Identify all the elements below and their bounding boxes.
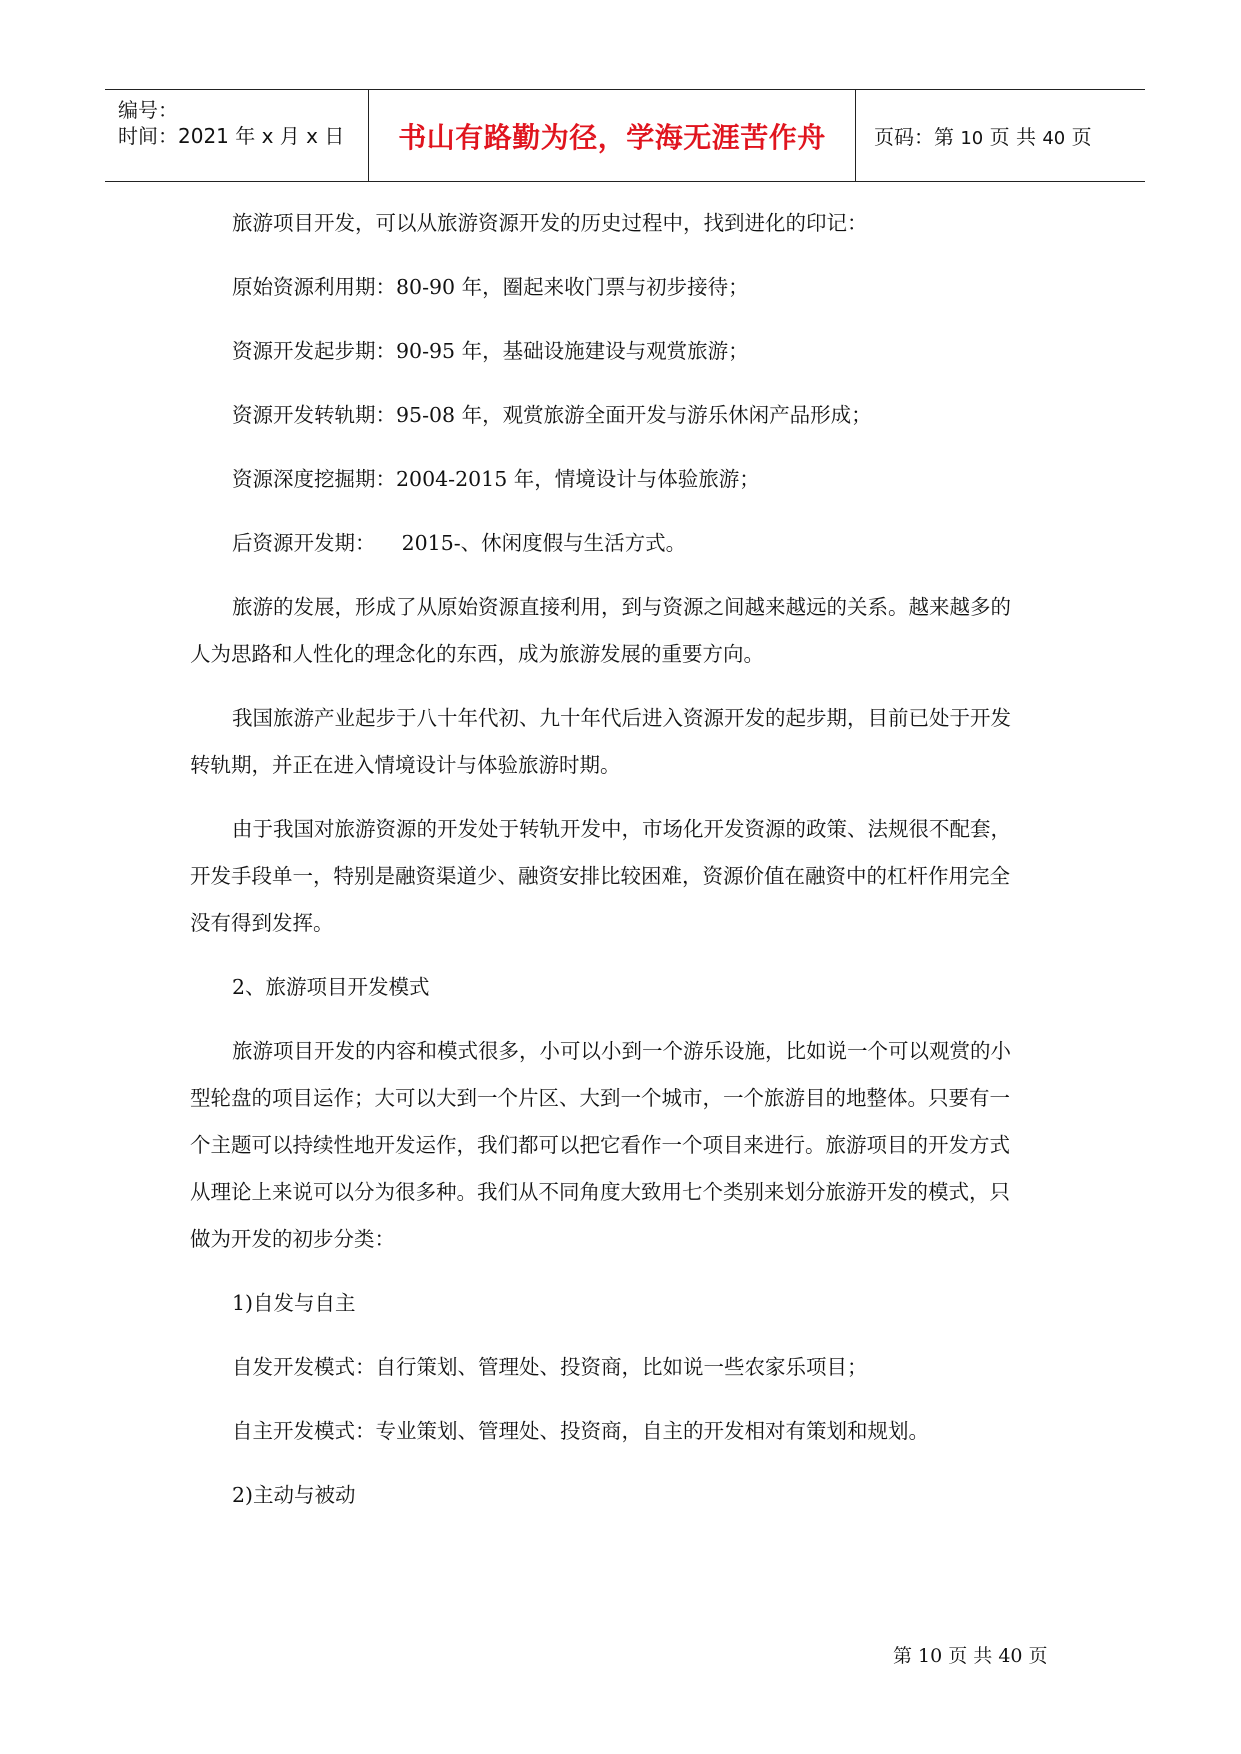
- text-line: 旅游项目开发，可以从旅游资源开发的历史过程中，找到进化的印记：: [232, 211, 868, 235]
- subsection-heading: 1)自发与自主: [232, 1291, 356, 1315]
- text-line: 开发手段单一，特别是融资渠道少、融资安排比较困难，资源价值在融资中的杠杆作用完全: [190, 864, 1010, 888]
- text-line: 由于我国对旅游资源的开发处于转轨开发中，市场化开发资源的政策、法规很不配套，: [232, 817, 1011, 841]
- page-current: 10: [960, 128, 984, 149]
- text-line: 后资源开发期： 2015-、休闲度假与生活方式。: [232, 531, 687, 555]
- text-line: 资源开发起步期：90-95 年，基础设施建设与观赏旅游；: [232, 339, 749, 363]
- section-heading: 2、旅游项目开发模式: [232, 975, 430, 999]
- time-label: 时间：2021 年 x 月 x 日: [118, 124, 345, 148]
- header-page-cell: [856, 90, 1145, 181]
- text-line: 做为开发的初步分类：: [190, 1227, 395, 1251]
- page-header: [105, 89, 1145, 182]
- page-indicator: [874, 121, 1092, 150]
- text-line: 从理论上来说可以分为很多种。我们从不同角度大致用七个类别来划分旅游开发的模式，只: [190, 1180, 1010, 1204]
- text-line: 原始资源利用期：80-90 年，圈起来收门票与初步接待；: [232, 275, 749, 299]
- text-line: 我国旅游产业起步于八十年代初、九十年代后进入资源开发的起步期，目前已处于开发: [232, 706, 1011, 730]
- text-line: 人为思路和人性化的理念化的东西，成为旅游发展的重要方向。: [190, 642, 764, 666]
- text-line: 型轮盘的项目运作；大可以大到一个片区、大到一个城市，一个旅游目的地整体。只要有一: [190, 1086, 1010, 1110]
- header-motto-cell: [369, 90, 856, 181]
- page-total: 40: [1042, 128, 1066, 149]
- text-line: 自主开发模式：专业策划、管理处、投资商，自主的开发相对有策划和规划。: [232, 1419, 929, 1443]
- text-line: 资源深度挖掘期：2004-2015 年，情境设计与体验旅游；: [232, 467, 760, 491]
- page-prefix: 页码：第: [874, 125, 961, 149]
- serial-number-label: 编号：: [118, 98, 178, 122]
- text-line: 自发开发模式：自行策划、管理处、投资商，比如说一些农家乐项目；: [232, 1355, 868, 1379]
- text-line: 没有得到发挥。: [190, 911, 334, 935]
- text-line: 旅游项目开发的内容和模式很多，小可以小到一个游乐设施，比如说一个可以观赏的小: [232, 1039, 1011, 1063]
- text-line: 转轨期，并正在进入情境设计与体验旅游时期。: [190, 753, 621, 777]
- text-line: 资源开发转轨期：95-08 年，观赏旅游全面开发与游乐休闲产品形成；: [232, 403, 872, 427]
- motto-text: 书山有路勤为径，学海无涯苦作舟: [398, 120, 826, 154]
- header-info-cell: [105, 90, 369, 181]
- page-suffix: 页: [1065, 125, 1092, 149]
- page-middle: 页 共: [983, 125, 1043, 149]
- text-line: 旅游的发展，形成了从原始资源直接利用，到与资源之间越来越远的关系。越来越多的: [232, 595, 1011, 619]
- text-line: 个主题可以持续性地开发运作，我们都可以把它看作一个项目来进行。旅游项目的开发方式: [190, 1133, 1010, 1157]
- page-footer: 第 10 页 共 40 页: [893, 1645, 1048, 1667]
- subsection-heading: 2)主动与被动: [232, 1483, 356, 1507]
